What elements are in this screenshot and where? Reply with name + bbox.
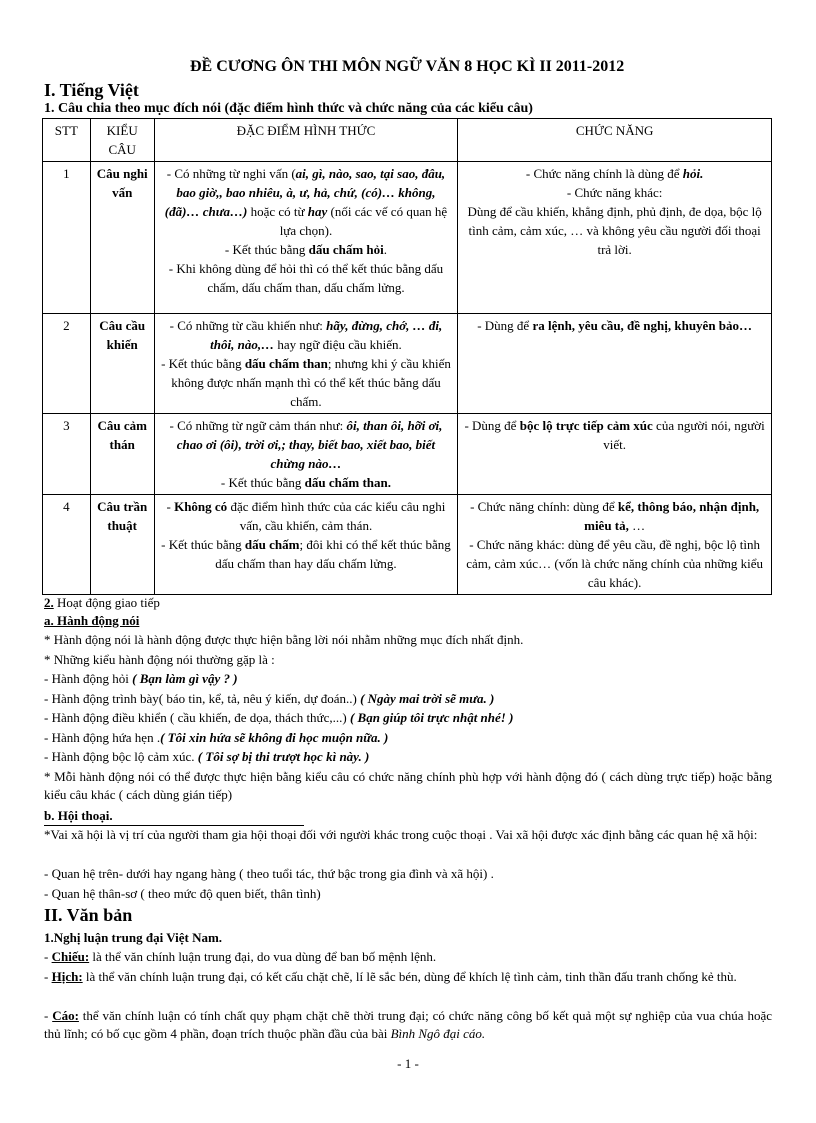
section-heading-tieng-viet: I. Tiếng Việt	[44, 80, 139, 100]
cell-chuc-nang: - Dùng để bộc lộ trực tiếp cảm xúc của người nói, người viết.	[458, 414, 772, 495]
subsection-heading-cau-chia: 1. Câu chia theo mục đích nói (đặc điểm hình thức và chức năng của các kiểu câu)	[44, 101, 533, 116]
table-row	[43, 162, 772, 314]
cell-stt: 1	[43, 162, 91, 314]
list-item: - Hành động hỏi ( Bạn làm gì vậy ? )	[44, 671, 238, 686]
list-item: - Quan hệ trên- dưới hay ngang hàng ( theo tuổi tác, thứ bậc trong gia đình và xã hội) .	[44, 866, 494, 881]
cell-kieu: Câu cảm thán	[90, 414, 154, 495]
cell-stt: 3	[43, 414, 91, 495]
table-header-row	[43, 119, 772, 162]
paragraph: * Mỗi hành động nói có thể được thực hiện bằng kiểu câu có chức năng chính phù hợp với hành động đó ( cách dùng trực tiếp) hoặc bằng kiểu câu khác ( cách dùng gián tiếp)	[44, 769, 772, 802]
sentence-types-table	[42, 118, 772, 595]
table-row	[43, 495, 772, 595]
cell-stt: 4	[43, 495, 91, 595]
cell-chuc-nang: - Chức năng chính: dùng để kể, thông báo, nhận định, miêu tả, … - Chức năng khác: dùng để yêu cầu, đề nghị, bộc lộ tình cảm, cảm xúc… (vốn là chức năng chính của những kiểu câu khác).	[458, 495, 772, 595]
list-item: - Hành động hứa hẹn .( Tôi xin hứa sẽ không đi học muộn nữa. )	[44, 730, 389, 745]
heading-hanh-dong-noi: a. Hành động nói	[44, 613, 140, 628]
cell-chuc-nang: - Dùng để ra lệnh, yêu cầu, đề nghị, khuyên bảo…	[458, 314, 772, 414]
cell-chuc-nang: - Chức năng chính là dùng để hỏi. - Chức năng khác: Dùng để cầu khiến, khẳng định, phủ định, đe dọa, bộc lộ tình cảm, cảm xúc, … và không yêu cầu người đối thoại trả lời.	[458, 162, 772, 314]
header-chuc-nang: CHỨC NĂNG	[458, 119, 772, 162]
definition-chieu: - Chiếu: là thể văn chính luận trung đại, do vua dùng để ban bố mệnh lệnh.	[44, 949, 437, 964]
section-heading-van-ban: II. Văn bản	[44, 905, 133, 925]
cell-dac-diem: - Không có đặc điểm hình thức của các kiểu câu nghi vấn, cầu khiến, cảm thán. - Kết thúc bằng dấu chấm; đôi khi có thể kết thúc bằng dấu chấm than hay dấu chấm lửng.	[154, 495, 458, 595]
definition-hich: - Hịch: là thể văn chính luận trung đại, có kết cấu chặt chẽ, lí lẽ sắc bén, dùng để khích lệ tình cảm, tinh thần đấu tranh chống kẻ thù.	[44, 969, 737, 984]
cell-dac-diem: - Có những từ ngữ cảm thán như: ôi, than ôi, hỡi ơi, chao ơi (ôi), trời ơi,; thay, biết bao, xiết bao, biết chừng nào… - Kết thúc bằng dấu chấm than.	[154, 414, 458, 495]
cell-kieu: Câu nghi vấn	[90, 162, 154, 314]
page-number: - 1 -	[397, 1056, 419, 1071]
table-row	[43, 414, 772, 495]
definition-cao: - Cáo: thể văn chính luận có tính chất quy phạm chặt chẽ thời trung đại; có chức năng công bố kết quả một sự nghiệp của vua chúa hoặc thủ lĩnh; có bố cục gồm 4 phần, đoạn trích thuộc phần đầu của bài Bình Ngô đại cáo.	[44, 1008, 772, 1041]
paragraph: * Những kiểu hành động nói thường gặp là :	[44, 652, 275, 667]
cell-dac-diem: - Có những từ nghi vấn (ai, gì, nào, sao, tại sao, đâu, bao giờ,, bao nhiêu, à, ư, hả, chứ, (có)… không, (đã)… chưa…) hoặc có từ hay (nối các vế có quan hệ lựa chọn). - Kết thúc bằng dấu chấm hỏi. - Khi không dùng để hỏi thì có thể kết thúc bằng dấu chấm, dấu chấm than, dấu chấm lửng.	[154, 162, 458, 314]
paragraph: *Vai xã hội là vị trí của người tham gia hội thoại đối với người khác trong cuộc thoại . Vai xã hội được xác định bằng các quan hệ xã hội:	[44, 827, 758, 842]
cell-stt: 2	[43, 314, 91, 414]
page-title: ĐỀ CƯƠNG ÔN THI MÔN NGỮ VĂN 8 HỌC KÌ II 2011-2012	[190, 58, 625, 75]
subsection-nghi-luan: 1.Nghị luận trung đại Việt Nam.	[44, 930, 223, 945]
cell-kieu: Câu trần thuật	[90, 495, 154, 595]
header-kieu-cau: KIỂU CÂU	[90, 119, 154, 162]
header-stt: STT	[43, 119, 91, 162]
list-item: - Hành động bộc lộ cảm xúc. ( Tôi sợ bị thi trượt học kì này. )	[44, 749, 370, 764]
list-item: - Quan hệ thân-sơ ( theo mức độ quen biết, thân tình)	[44, 886, 321, 901]
subsection-hoat-dong-giao-tiep: 2. Hoạt động giao tiếp	[44, 595, 160, 610]
table-row	[43, 314, 772, 414]
cell-dac-diem: - Có những từ cầu khiến như: hãy, đừng, chớ, … đi, thôi, nào,… hay ngữ điệu cầu khiến. - Kết thúc bằng dấu chấm than; nhưng khi ý cầu khiến không được nhấn mạnh thì có thể kết thúc bằng dấu chấm.	[154, 314, 458, 414]
cell-kieu: Câu cầu khiến	[90, 314, 154, 414]
paragraph: * Hành động nói là hành động được thực hiện bằng lời nói nhằm những mục đích nhất định.	[44, 632, 524, 647]
list-item: - Hành động trình bày( báo tin, kể, tả, nêu ý kiến, dự đoán..) ( Ngày mai trời sẽ mưa. )	[44, 691, 495, 706]
heading-hoi-thoai: b. Hội thoại.	[44, 807, 304, 826]
header-dac-diem: ĐẶC ĐIỂM HÌNH THỨC	[154, 119, 458, 162]
list-item: - Hành động điều khiển ( cầu khiến, đe dọa, thách thức,...) ( Bạn giúp tôi trực nhật nhé! )	[44, 710, 514, 725]
